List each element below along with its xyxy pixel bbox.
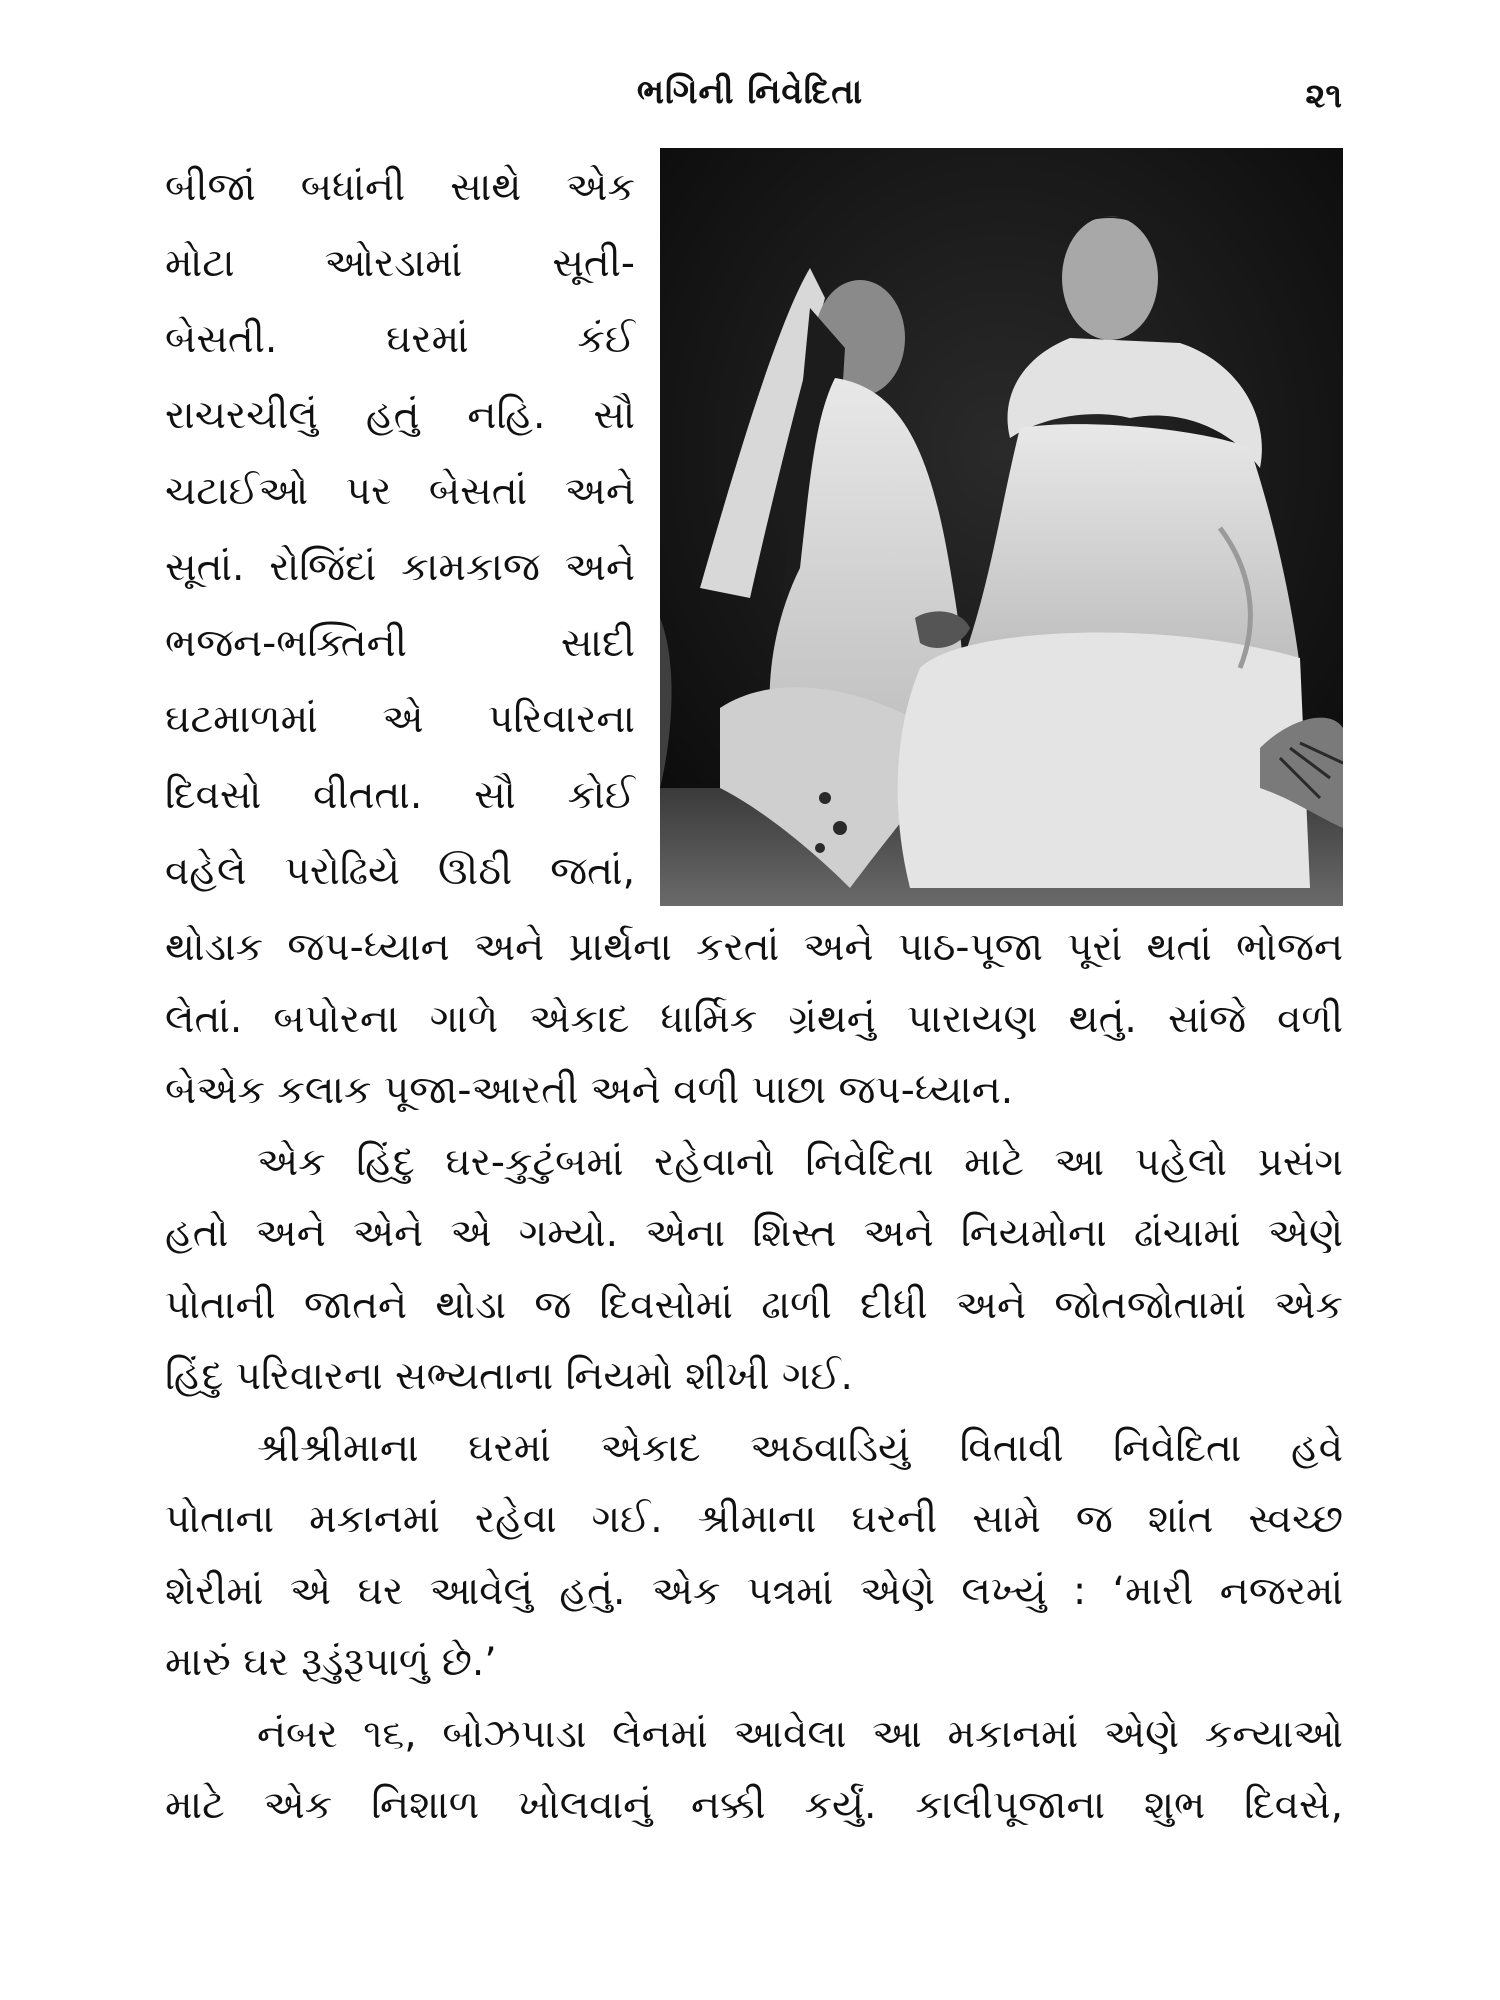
text-line: ભજન-ભક્તિની સાદી [165, 621, 635, 666]
text-line: બેસતી. ઘરમાં કંઈ [165, 317, 635, 362]
photograph-two-women-illustration [660, 148, 1343, 906]
side-paragraph [165, 150, 635, 910]
text-line: થોડાક જપ-ધ્યાન અને પ્રાર્થના કરતાં અને પાઠ-પૂજા પૂરાં થતાં ભોજન [165, 925, 1343, 970]
text-line: વહેલે પરોઢિયે ઊઠી જતાં, [165, 849, 635, 894]
text-line: શ્રીશ્રીમાના ઘરમાં એકાદ અઠવાડિયું વિતાવી નિવેદિતા હવે [257, 1425, 1343, 1471]
text-line: એક હિંદુ ઘર-કુટુંબમાં રહેવાનો નિવેદિતા માટે આ પહેલો પ્રસંગ [257, 1139, 1343, 1185]
text-line: સૂતાં. રોજિંદાં કામકાજ અને [165, 545, 635, 590]
text-line: હતો અને એને એ ગમ્યો. એના શિસ્ત અને નિયમોના ઢાંચામાં એણે [165, 1211, 1343, 1256]
text-line: પોતાની જાતને થોડા જ દિવસોમાં ઢાળી દીધી અને જોતજોતામાં એક [165, 1282, 1343, 1328]
text-line: બેએક કલાક પૂજા-આરતી અને વળી પાછા જપ-ધ્યાન. [165, 1068, 1014, 1113]
text-line: માટે એક નિશાળ ખોલવાનું નક્કી કર્યું. કાલીપૂજાના શુભ દિવસે, [165, 1783, 1343, 1828]
photograph-two-women [660, 148, 1343, 906]
text-line: ઘટમાળમાં એ પરિવારના [165, 697, 635, 742]
text-line: દિવસો વીતતા. સૌ કોઈ [165, 773, 635, 818]
text-line: પોતાના મકાનમાં રહેવા ગઈ. શ્રીમાના ઘરની સામે જ શાંત સ્વચ્છ [165, 1497, 1343, 1542]
text-line: બીજાં બધાંની સાથે એક [165, 165, 635, 210]
text-line: મારું ઘર રૂડુંરૂપાળું છે.’ [165, 1640, 497, 1685]
text-line: લેતાં. બપોરના ગાળે એકાદ ધાર્મિક ગ્રંથનું પારાયણ થતું. સાંજે વળી [165, 996, 1343, 1042]
page-number: ૨૧ [1305, 76, 1342, 116]
running-title: ભગિની નિવેદિતા [636, 72, 864, 112]
main-paragraphs [165, 912, 1343, 1842]
text-line: હિંદુ પરિવારના સભ્યતાના નિયમો શીખી ગઈ. [165, 1354, 853, 1399]
text-line: નંબર ૧૬, બોઝપાડા લેનમાં આવેલા આ મકાનમાં એણે કન્યાઓ [257, 1711, 1343, 1757]
text-line: રાચરચીલું હતું નહિ. સૌ [165, 393, 635, 438]
text-line: શેરીમાં એ ઘર આવેલું હતું. એક પત્રમાં એણે લખ્યું : ‘મારી નજરમાં [165, 1568, 1343, 1614]
text-line: ચટાઈઓ પર બેસતાં અને [165, 469, 635, 514]
text-line: મોટા ઓરડામાં સૂતી- [165, 241, 635, 286]
